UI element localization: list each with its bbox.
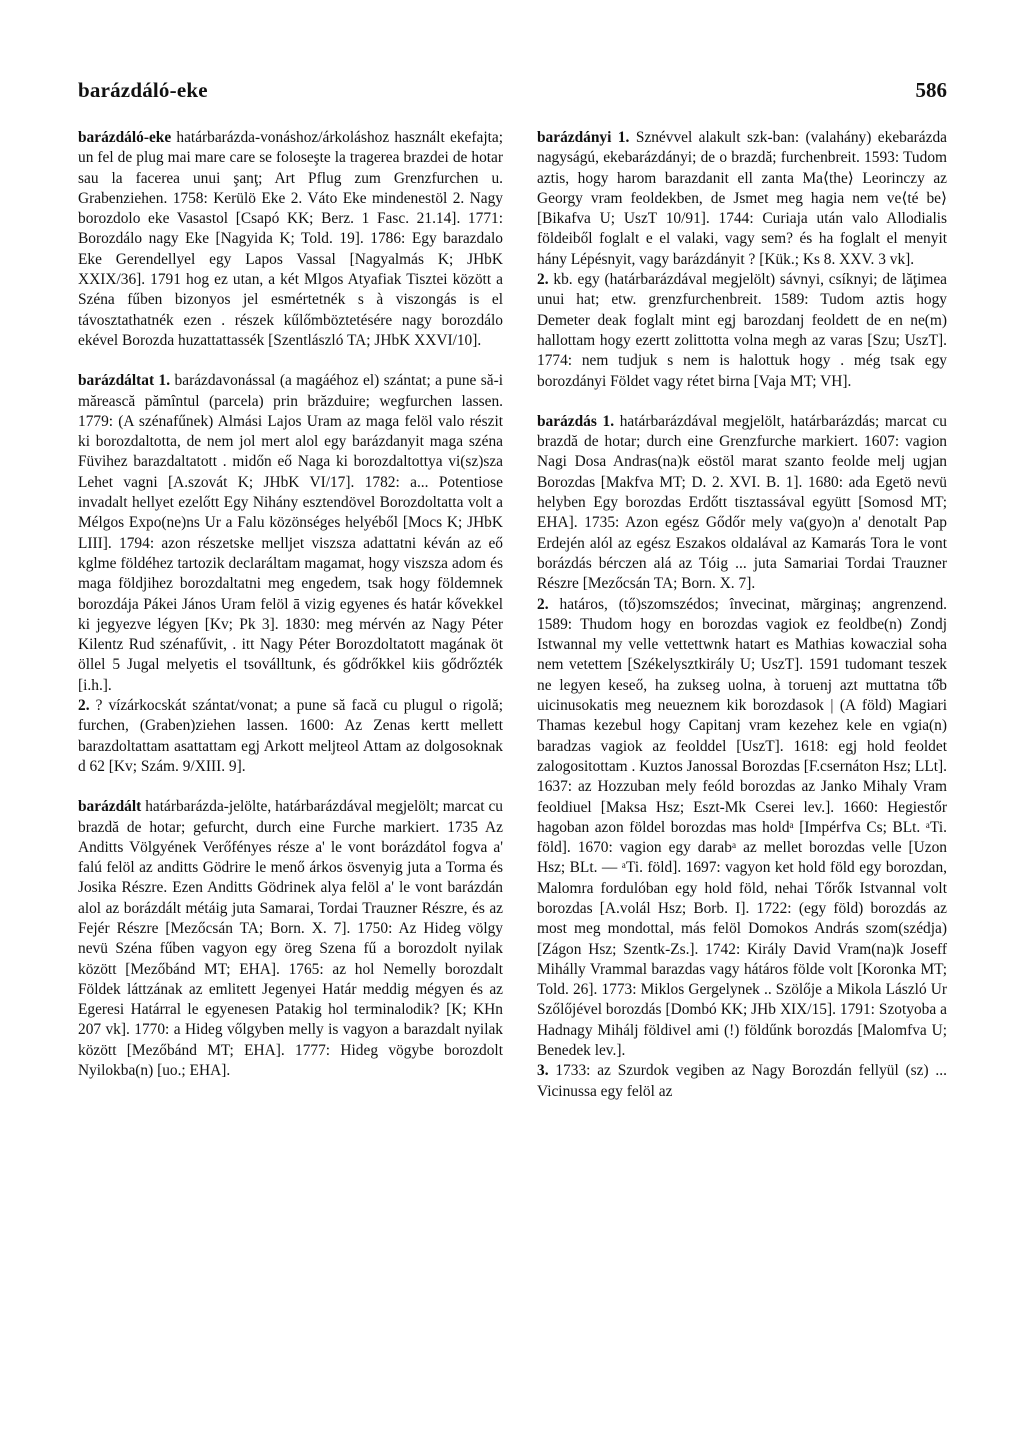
entry-text: barázdavonással (a magáéhoz el) szántat; a pune să-i mărească pămîntul (parcela) prin brăzduire; wegfurchen lassen. 1779: (A szénafűnek) Almási Lajos Uram az maga felöl valo részit ki borozdaltotta, de nem jol mert alol egy barázdanyit maga széna Füvihez barazdaltatott . midőn eő Naga ki borozdaltottya vi(sz)sza Lehet vagni [A.szovát K; JHbK VI/17]. 1782: a... Potentiose invadalt hellyet ezelőtt Egy Nihány esztendövel Borozdoltatta volt a Mélgos Expo(ne)ns Ur a Falu közönséges helyéből [Mocs K; JHbK LIII]. 1794: azon részetske melljet viszsza adattatni kéván az eő kglme földéhez tartozik declaráltam magamat, hogy viszsza adom és maga földjihez borozdaltatni meg engedem, tsak hogy földemnek borozdája Pákei János Uram felöl ā vizig egyenes és határ kővekkel ki jegyezve légyen [Kv; Pk 3]. 1830: meg mérvén az Nagy Péter Kilentz Rud szénafűvit, . itt Nagy Péter Borozdoltatott magának öt öllel 5 Jugal melyetis el tsoválltunk, és gődrőkkel kiis gődrőzték [i.h.]. <box>78 372 504 694</box>
headword: barázdáló-eke <box>78 129 172 146</box>
entry-barazdas <box>537 412 947 1102</box>
entry-text: határbarázdával megjelölt, határbarázdás; marcat cu brazdă de hotar; durch eine Grenzfurche markiert. 1607: vagion Nagi Dosa Andras(na)k eöstöl marat szanto feolde melj ugjan Borozdas [Makfva MT; D. 2. XVI. B. 1]. 1680: ada Egetö nevü helyben Egy borozdas Erdőtt tisztassával együtt [Somosd MT; EHA]. 1735: Azon egész Gődőr mely va(gyo)n a' denotalt Pap Erdején alól az egész Eszakos oldalával az Kamarás Tora le vont borázdás bérczen alá az Tóig ... juta Samariai Tordai Trauzner Részre [Mezőcsán TA; Born. X. 7]. <box>537 412 947 593</box>
entry-paragraph <box>537 128 947 270</box>
entry-paragraph <box>78 797 503 1081</box>
entry-text: határbarázda-jelölte, határbarázdával megjelölt; marcat cu brazdă de hotar; gefurcht, durch eine Furche markiert. 1735 Az Anditts Völgyének Verőfényes része a' le vont borázdátol fogva a' falú felöl az anditts Gödrire le menő árkos ösvenyig juta a Torma és Josika Részre. Ezen Anditts Gödrinek alya felöl a' le vont barázdán alol az borázdált métáig juta Samarai, Tordai Trauzner Részre, és az Fejér Részre [Mezőcsán TA; Born. X. 7]. 1750: Az Hideg völgy nevü Széna fűben vagyon egy öreg Szena fű a borozdolt nyilak között [Mezőbánd MT; EHA]. 1765: az hol Nemelly borozdalt Földek láttzának az emlitett Jegenyei Határ meddig mégyen és az Egeresi Határral le egyenesen Patakig hol terminalodik? [K; KHn 207 vk]. 1770: a Hideg vőlgyben melly is vagyon a barazdalt nyilak között [Mezőbánd MT; EHA]. 1777: Hideg vögybe borozdolt Nyilokba(n) [uo.; EHA]. <box>78 798 503 1080</box>
right-column <box>537 128 947 1122</box>
entry-barazdaltat <box>78 371 503 777</box>
entry-text: határbarázda-vonáshoz/árkoláshoz használt ekefajta; un fel de plug mai mare care se foloseşte la tragerea brazdei de hotar sau la facerea unui şanţ; Art Pflug zum Grenzfurchen u. Grabenziehen. 1758: Kerülö Eke 2. Váto Eke mindenestöl 2. Nagy borozdolo eke Vasastol [Csapó KK; Berz. 1 Fasc. 21.14]. 1771: Borozdálo nagy Eke [Nagyida K; Told. 19]. 1786: Egy barazdalo Eke Gerendellyel egy Lapos Vassal [Nagyalmás K; JHbK XXIX/36]. 1791 hog ez utan, a két Mlgos Atyafiak Tisztei között a Széna fűben bizonyos jel esmértetnék s à viszongás is el távosztathatnék ezen . részek kűlőmböztetésére nagy borozdálo ekével Borozda huzattattassék [Szentlászló TA; JHbK XXVI/10]. <box>78 129 503 349</box>
entry-barazdalt <box>78 797 503 1081</box>
sense-paragraph <box>78 696 503 777</box>
sense-number: 1. <box>617 129 630 146</box>
sense-text: 1733: az Szurdok vegiben az Nagy Borozdán fellyül (sz) ... Vicinussa egy felöl az <box>537 1062 947 1100</box>
sense-number: 2. <box>537 595 549 613</box>
headword: barázdáltat <box>78 372 155 390</box>
sense-paragraph <box>537 1061 947 1102</box>
sense-paragraph <box>537 270 947 392</box>
headword: barázdált <box>78 798 142 816</box>
sense-text: ? vízárkocskát szántat/vonat; a pune să facă cu plugul o rigolă; furchen, (Graben)ziehen lassen. 1600: Az Zenas kertt mellett barazdoltattam asattattam egj Arkott meljteol Attam az dolgosoknak d 62 [Kv; Szám. 9/XIII. 9]. <box>78 697 503 775</box>
sense-paragraph <box>537 595 947 1062</box>
sense-text: kb. egy (határbarázdával megjelölt) sávnyi, csíknyi; de lăţimea unui hat; etw. grenzfurchenbreit. 1589: Tudom aztis hogy Demeter deak foglalt mint egj barozdanj feoldett de en ne(m) hallottam hogy ezertt zolittotta volna megh az varas [Szu; UszT]. 1774: nem tudjuk s nem is halottuk hogy . még tsak egy borozdányi Földet vagy rétet birna [Vaja MT; VH]. <box>537 271 947 390</box>
entry-paragraph <box>78 128 503 351</box>
sense-number: 2. <box>78 697 90 715</box>
sense-number: 3. <box>537 1062 549 1080</box>
entry-barazdalo-eke <box>78 128 503 351</box>
left-column <box>78 128 503 1101</box>
headword: barázdás <box>537 412 597 430</box>
sense-number: 1. <box>158 372 171 390</box>
entry-text: Sznévvel alakult szk-ban: (valahány) ekebarázda nagyságú, ekebarázdányi; de o brazdă; furchenbreit. 1593: Tudom aztis, hogy harom barazdanit ell zanta Ma⟨the⟩ Leorinczy az Georgy vram feoldekben, de Jsmet meg hagia nem ve⟨té be⟩ [Bikafva U; UszT 10/91]. 1744: Curiaja után valo Allodialis földeiből foglalt e el valaki, vagy sem? és ha foglalt el menyit hány Lépésnyit, vagy barázdányit ? [Kük.; Ks 8. XXV. 3 vk]. <box>537 129 947 268</box>
headword: barázdányi <box>537 129 612 146</box>
sense-number: 2. <box>537 271 549 289</box>
entry-paragraph <box>537 412 947 595</box>
sense-text: határos, (tő)szomszédos; învecinat, mărginaş; angrenzend. 1589: Thudom hogy en borozdas vagiok ez feoldbe(n) Zondj Istwannal my velle vettettwnk hatart es Mathias kowaczial soha nem vetettem [Székelysztkirály U; UszT]. 1591 tudomant teszek ne legyen keseő, ha zukseg uolna, à toruenj azt muttatna tő̄b uicinusokatis meg neueznem kik borozdasok | (A föld) Magiari Thamas kezebul hogy Capitanj vram kezehez kele en vgia(n) baradzas vagiok az feolddel [UszT]. 1618: egj hold feoldet zalogositottam . Kuztos Janossal Borozdas [F.csernáton Hsz; LLt]. 1637: az Hozzuban mely feóld borozdas az Janko Mihaly Vram feoldiuel [Maksa Hsz; Eszt-Mk Cserei lev.]. 1660: Hegiestőr hagoban azon földel borozdas mas holdᵃ [Impérfva Cs; BLt. ᵃTi. föld]. 1670: vagion egy darabᵃ az mellet borozdas velle [Uzon Hsz; BLt. — ᵃTi. föld]. 1697: vagyon ket hold föld egy borozdan, Malomra fordulóban egy hold föld, nehai Tőrők Istvannal volt borozdas [A.volál Hsz; Borb. I]. 1722: (egy föld) borozdás az most meg mondottal, más felöl Domokos András szom(szédja) [Zágon Hsz; Szentk-Zs.]. 1742: Király David Vram(na)k Joseff Mihálly Vrammal barazdas vagy hátáros földe volt [Koronka MT; Told. 26]. 1773: Miklos Gergelynek .. Szölője a Mikola László Ur Szőlőjével borozdás [Dombó KK; JHb XIX/15]. 1791: Szotyoba a Hadnagy Mihálj földivel ami (!) földűnk borozdás [Malomfva U; Benedek lev.]. <box>537 595 948 1060</box>
page-header <box>78 78 947 103</box>
sense-number: 1. <box>602 412 615 430</box>
page-number: 586 <box>915 78 947 102</box>
entry-paragraph <box>78 371 503 696</box>
entry-barazdanyi <box>537 128 947 392</box>
running-head: barázdáló-eke <box>78 78 208 102</box>
